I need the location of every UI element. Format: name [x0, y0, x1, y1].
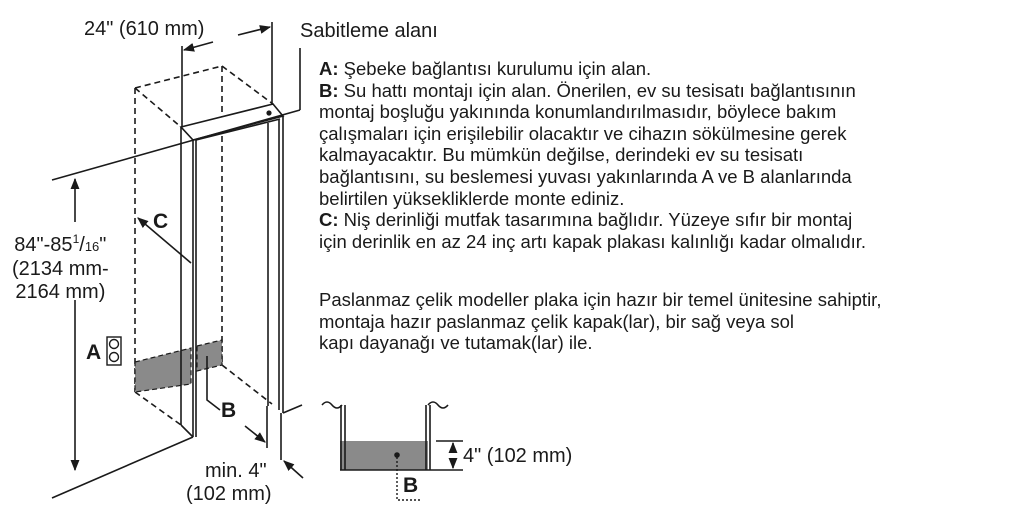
marker-c: C	[153, 210, 169, 233]
detail-diagram	[322, 402, 463, 500]
height-mm-line2: 2164 mm)	[15, 281, 106, 303]
description-a: A: Şebeke bağlantısı kurulumu için alan.	[319, 58, 652, 79]
marker-a: A	[86, 341, 102, 364]
detail-marker-b: B	[403, 474, 419, 497]
water-line-zone	[135, 348, 191, 392]
description-b: B: Su hattı montajı için alan. Önerilen, ev su tesisatı bağlantısının montaj boşluğu yakınında konumlandırılmasıdır, böylece bakım çalışmaları için erişilebilir olacaktır ve cihazın sökülmesine gerek kalmayacaktır. Bu mümkün değilse, derindeki ev su tesisatı bağlantısını, su beslemesi yuvası yakınlarında A ve B alanlarında belirtilen yüksekliklerde monte ediniz.	[319, 79, 856, 209]
height-dimension-label	[12, 228, 109, 304]
width-dimension-label: 24" (610 mm)	[84, 18, 205, 40]
height-mm-line1: (2134 mm-	[12, 258, 109, 280]
description-c: C: Niş derinliği mutfak tasarımına bağlıdır. Yüzeye sıfır bir montaj için derinlik en az 24 inç artı kapak plakası kalınlığı kadar olmalıdır.	[319, 209, 867, 252]
stainless-steel-note: Paslanmaz çelik modeller plaka için hazır bir temel ünitesine sahiptir, montaja hazır paslanmaz çelik kapak(lar), bir sağ veya sol kapı dayanağı ve tutamak(lar) ile.	[319, 289, 882, 354]
fixing-area-label: Sabitleme alanı	[300, 20, 438, 42]
clearance-label: min. 4" (102 mm)	[186, 460, 272, 505]
detail-height-label: 4" (102 mm)	[463, 445, 573, 467]
outlet-icon	[107, 337, 121, 365]
appliance-panel	[181, 104, 302, 437]
marker-b: B	[221, 399, 237, 422]
height-inches: $84"-85^1/16$"	[14, 232, 107, 256]
